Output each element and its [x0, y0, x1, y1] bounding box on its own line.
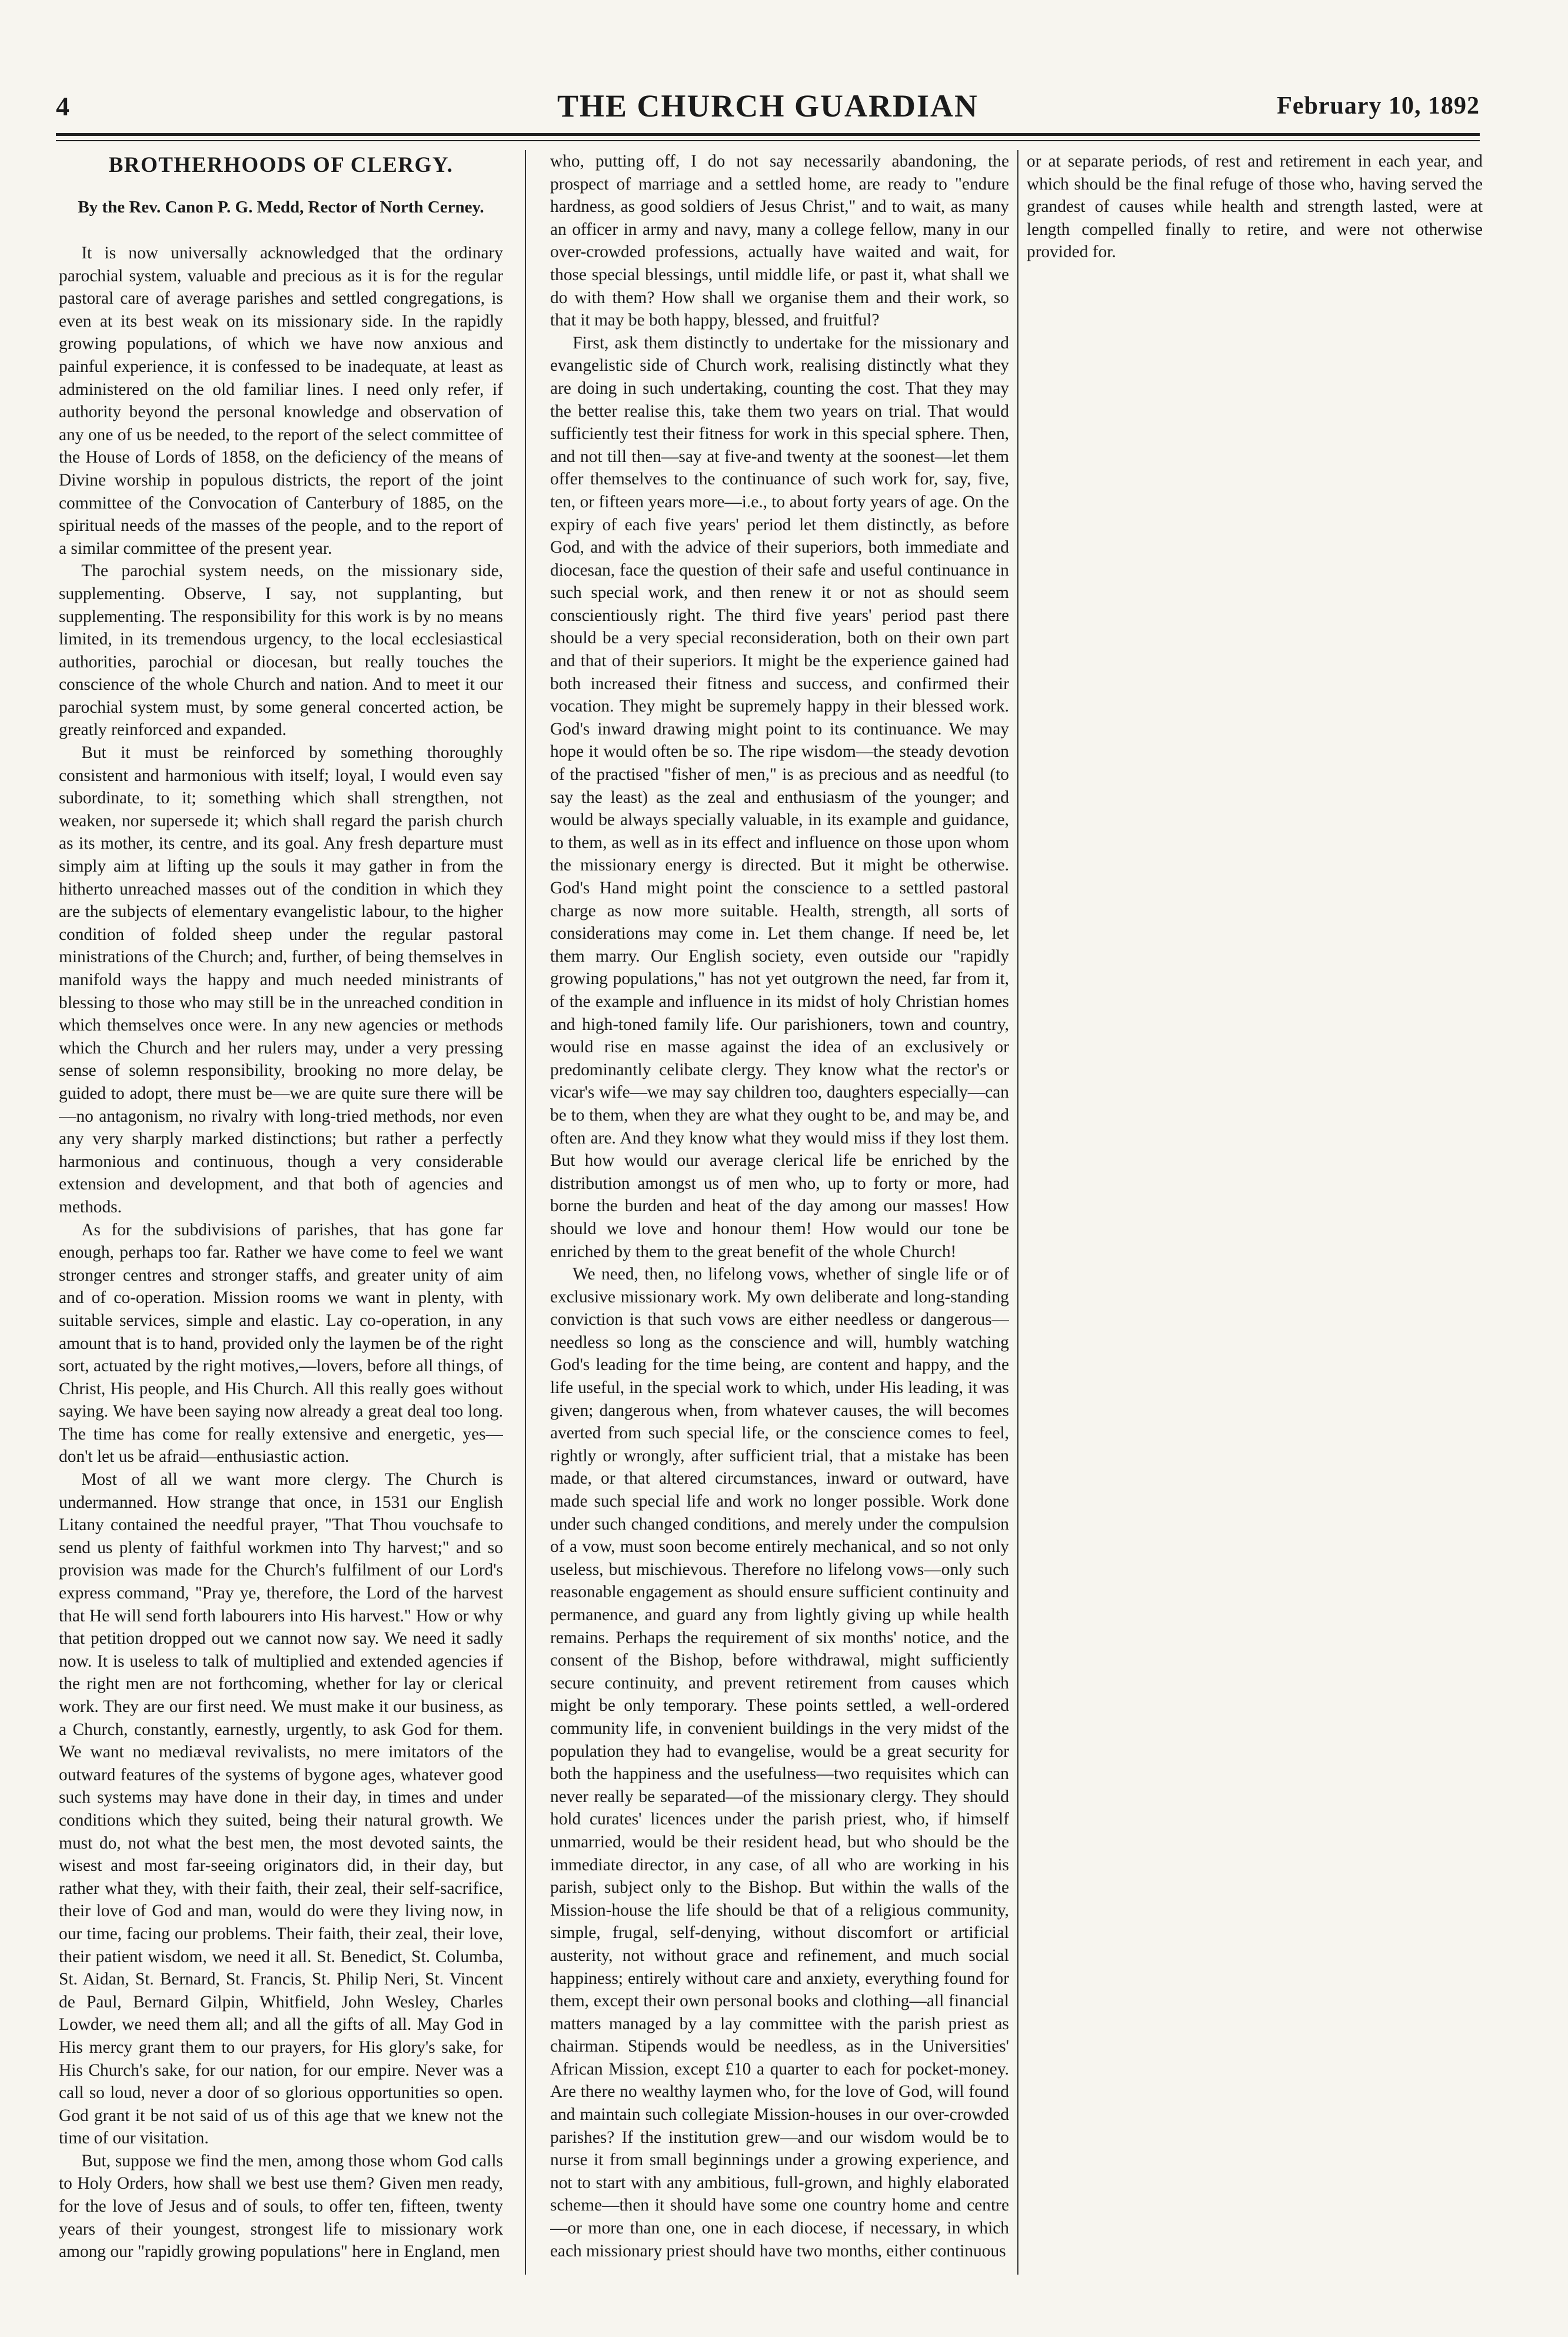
article-paragraph-continued: who, putting off, I do not say necessarily abandoning, the prospect of marriage and a settled home, are ready to "endure hardness, as good soldiers of Jesus Christ," and to wait, as many an officer in army and navy, many a college fellow, many in our over-crowded professions, actually have waited and wait, for those special blessings, until middle life, or past it, what shall we do with them? How shall we organise them and their work, so that it may be both happy, blessed, and fruitful?	[550, 152, 1009, 330]
column-3	[1027, 150, 1483, 2281]
article-paragraph: We need, then, no lifelong vows, whether of single life or of exclusive missionary work. My own deliberate and long-standing conviction is that such vows are either needless or dangerous—needless so long as the conscience and will, humbly watching God's leading for the time being, are content and happy, and the life useful, in the special work to which, under His leading, it was given; dangerous when, from whatever causes, the will becomes averted from such special life, or the conscience comes to feel, rightly or wrongly, after sufficient trial, that a mistake has been made, or that altered circumstances, inward or outward, have made such special life and work no longer possible. Work done under such changed conditions, and merely under the compulsion of a vow, must soon become entirely mechanical, and so not only useless, but mischievous. Therefore no lifelong vows—only such reasonable engagement as should ensure sufficient continuity and permanence, and guard any from lightly giving up while health remains. Perhaps the requirement of six months' notice, and the consent of the Bishop, before withdrawal, might sufficiently secure continuity, and prevent retirement from causes which might be only temporary. These points settled, a well-ordered community life, in convenient buildings in the very midst of the population they had to evangelise, would be a great security for both the happiness and the usefulness—two requisites which can never really be separated—of the missionary clergy. They should hold curates' licences under the parish priest, who, if himself unmarried, would be their resident head, but who should be the immediate director, in any case, of all who are working in his parish, subject only to the Bishop. But within the walls of the Mission-house the life should be that of a religious community, simple, frugal, self-denying, without discomfort or artificial austerity, not without grace and refinement, and much social happiness; entirely without care and anxiety, everything found for them, except their own personal books and clothing—all financial matters managed by a lay committee with the parish priest as chairman. Stipends would be needless, as in the Universities' African Mission, except £10 a quarter to each for pocket-money. Are there no wealthy laymen who, for the love of God, will found and maintain such collegiate Mission-houses in our over-crowded parishes? If the institution grew—and our wisdom would be to nurse it from small beginnings under a growing experience, and not to start with any ambitious, full-grown, and highly elaborated scheme—then it should have some one country home and centre—or more than one, one in each diocese, if necessary, in which each missionary priest should have two months, either continuous	[550, 1265, 1009, 2260]
column-2	[550, 150, 1009, 2281]
article-title: BROTHERHOODS OF CLERGY.	[108, 153, 454, 177]
article-paragraph: Most of all we want more clergy. The Church is undermanned. How strange that once, in 1531 our English Litany contained the needful prayer, "That Thou vouchsafe to send us plenty of faithful workmen into Thy harvest;" and so provision was made for the Church's fulfilment of our Lord's express command, "Pray ye, therefore, the Lord of the harvest that He will send forth labourers into His harvest." How or why that petition dropped out we cannot now say. We need it sadly now. It is useless to talk of multiplied and extended agencies if the right men are not forthcoming, whether for lay or clerical work. They are our first need. We must make it our business, as a Church, constantly, earnestly, urgently, to ask God for them. We want no mediæval revivalists, no mere imitators of the outward features of the systems of bygone ages, whatever good such systems may have done in their day, in times and under conditions which they suited, being their natural growth. We must do, not what the best men, the most devoted saints, the wisest and most far-seeing originators did, in their day, but rather what they, with their faith, their zeal, their self-sacrifice, their love of God and man, would do were they living now, in our time, facing our problems. Their faith, their zeal, their love, their patient wisdom, we need it all. St. Benedict, St. Columba, St. Aidan, St. Bernard, St. Francis, St. Philip Neri, St. Vincent de Paul, Bernard Gilpin, Whitfield, John Wesley, Charles Lowder, we need them all; and all the gifts of all. May God in His mercy grant them to our prayers, for His glory's sake, for His Church's sake, for our nation, for our empire. Never was a call so loud, never a door of so glorious opportunities so open. God grant it be not said of us of this age that we knew not the time of our visitation.	[59, 1470, 503, 2148]
masthead-rule	[56, 133, 1480, 136]
issue-date: February 10, 1892	[1277, 92, 1480, 119]
column-divider	[525, 150, 526, 2275]
column-1	[59, 150, 503, 2281]
article-byline: By the Rev. Canon P. G. Medd, Rector of North Cerney.	[78, 198, 484, 217]
article-paragraph-continued: or at separate periods, of rest and retirement in each year, and which should be the final refuge of those who, having served the grandest of causes while health and strength lasted, were at length compelled finally to retire, and were not otherwise provided for.	[1027, 152, 1483, 262]
article-paragraph: It is now universally acknowledged that the ordinary parochial system, valuable and precious as it is for the regular pastoral care of average parishes and settled congregations, is even at its best weak on its missionary side. In the rapidly growing populations, of which we have now anxious and painful experience, it is confessed to be inadequate, at least as administered on the old familiar lines. I need only refer, if authority beyond the personal knowledge and observation of any one of us be needed, to the report of the select committee of the House of Lords of 1858, on the deficiency of the means of Divine worship in populous districts, the report of the joint committee of the Convocation of Canterbury of 1885, on the spiritual needs of the masses of the people, and to the report of a similar committee of the present year.	[59, 244, 503, 558]
paper-title: THE CHURCH GUARDIAN	[557, 88, 979, 124]
article-paragraph: First, ask them distinctly to undertake for the missionary and evangelistic side of Church work, realising distinctly what they are doing in such undertaking, counting the cost. That they may the better realise this, take them two years on trial. That would sufficiently test their fitness for work in this special sphere. Then, and not till then—say at five-and twenty at the soonest—let them offer themselves to the continuance of such work for, say, five, ten, or fifteen years more—i.e., to about forty years of age. On the expiry of each five years' period let them distinctly, as before God, and with the advice of their superiors, both immediate and diocesan, face the question of their safe and useful continuance in such special work, and then renew it or not as should seem conscientiously right. The third five years' period past there should be a very special reconsideration, both on their own part and that of their superiors. It might be the experience gained had both increased their fitness and success, and confirmed their vocation. They might be supremely happy in their blessed work. God's inward drawing might point to its continuance. We may hope it would often be so. The ripe wisdom—the steady devotion of the practised "fisher of men," is as precious and as needful (to say the least) as the zeal and enthusiasm of the younger; and would be always specially valuable, in its example and guidance, to them, as well as in its effect and influence on those upon whom the missionary energy is directed. But it might be otherwise. God's Hand might point the conscience to a settled pastoral charge as now more suitable. Health, strength, all sorts of considerations may come in. Let them change. If need be, let them marry. Our English society, even outside our "rapidly growing populations," has not yet outgrown the need, far from it, of the example and influence in its midst of holy Christian homes and high-toned family life. Our parishioners, town and country, would rise en masse against the idea of an exclusively or predominantly celibate clergy. They know what the rector's or vicar's wife—we may say children too, daughters especially—can be to them, when they are what they ought to be, and may be, and often are. And they know what they would miss if they lost them. But how would our average clerical life be enriched by the distribution amongst us of men who, up to forty or more, had borne the burden and heat of the day among our masses! How should we love and honour them! How would our tone be enriched by them to the great benefit of the whole Church!	[550, 333, 1009, 1261]
column-divider	[1017, 150, 1018, 2275]
article-paragraph: But it must be reinforced by something thoroughly consistent and harmonious with itself; loyal, I would even say subordinate, to it; something which shall strengthen, not weaken, nor supersede it; which shall regard the parish church as its mother, its centre, and its goal. Any fresh departure must simply aim at lifting up the souls it may gather in from the hitherto unreached masses out of the condition in which they are the subjects of elementary evangelistic labour, to the higher condition of folded sheep under the regular pastoral ministrations of the Church; and, further, of being themselves in manifold ways the happy and much needed ministrants of blessing to those who may still be in the unreached condition in which themselves once were. In any new agencies or methods which the Church and her rulers may, under a very pressing sense of solemn responsibility, brooking no more delay, be guided to adopt, there must be—we are quite sure there will be—no antagonism, no rivalry with long-tried methods, nor even any very sharply marked distinctions; but rather a perfectly harmonious and continuous, though a very considerable extension and development, and that both of agencies and methods.	[59, 743, 503, 1216]
article-paragraph: The parochial system needs, on the missionary side, supplementing. Observe, I say, not supplanting, but supplementing. The responsibility for this work is by no means limited, in its tremendous urgency, to the local ecclesiastical authorities, parochial or diocesan, but really touches the conscience of the whole Church and nation. And to meet it our parochial system must, by some general concerted action, be greatly reinforced and expanded.	[59, 561, 503, 740]
article-paragraph: But, suppose we find the men, among those whom God calls to Holy Orders, how shall we best use them? Given men ready, for the love of Jesus and of souls, to offer ten, fifteen, twenty years of their youngest, strongest life to missionary work among our "rapidly growing populations" here in England, men	[59, 2151, 503, 2262]
page-number: 4	[56, 91, 69, 121]
article-paragraph: As for the subdivisions of parishes, that has gone far enough, perhaps too far. Rather we have come to feel we want stronger centres and stronger staffs, and greater unity of aim and of co-operation. Mission rooms we want in plenty, with suitable services, simple and elastic. Lay co-operation, in any amount that is to hand, provided only the laymen be of the right sort, actuated by the right motives,—lovers, before all things, of Christ, His people, and His Church. All this really goes without saying. We have been saying now already a great deal too long. The time has come for really extensive and energetic, yes—don't let us be afraid—enthusiastic action.	[59, 1220, 503, 1467]
masthead	[56, 82, 1480, 129]
